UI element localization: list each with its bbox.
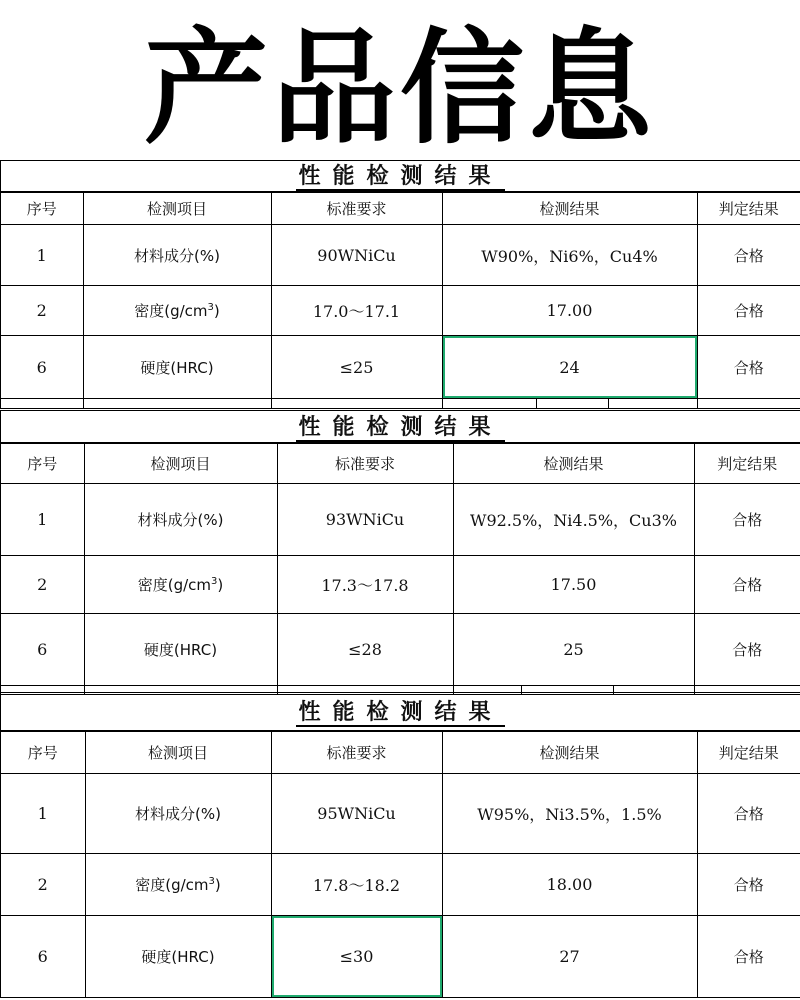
row-result: 25 xyxy=(453,614,694,686)
row-result: 17.50 xyxy=(453,556,694,614)
results-table-3 xyxy=(1,731,800,998)
test-results-panel-3 xyxy=(0,692,800,998)
row-verdict: 合格 xyxy=(697,774,800,854)
header-result: 检测结果 xyxy=(442,732,697,774)
header-result: 检测结果 xyxy=(453,444,694,484)
row-standard-highlighted: ≤30 xyxy=(271,916,442,998)
header-item: 检测项目 xyxy=(85,732,271,774)
header-no: 序号 xyxy=(1,732,85,774)
row-no: 1 xyxy=(1,225,83,286)
table-row xyxy=(1,336,800,399)
row-item-end: ) xyxy=(213,302,220,320)
row-item-text: 密度(g/cm xyxy=(134,302,208,320)
row-item: 硬度(HRC) xyxy=(84,614,277,686)
test-results-panel-1 xyxy=(0,160,800,409)
header-item: 检测项目 xyxy=(83,193,271,225)
row-no: 2 xyxy=(1,556,84,614)
row-result: 17.00 xyxy=(442,286,697,336)
row-item: 材料成分(%) xyxy=(85,774,271,854)
page-title: 产品信息 xyxy=(143,17,656,161)
header-verdict: 判定结果 xyxy=(697,193,800,225)
row-item-end: ) xyxy=(214,876,221,894)
table-row xyxy=(1,614,800,686)
header-standard: 标准要求 xyxy=(271,732,442,774)
panel-title xyxy=(1,692,800,731)
row-item: 硬度(HRC) xyxy=(83,336,271,399)
panel-title-text: 性能检测结果 xyxy=(298,415,503,440)
row-result: W90%，Ni6%，Cu4% xyxy=(442,225,697,286)
table-row xyxy=(1,225,800,286)
row-verdict: 合格 xyxy=(694,614,800,686)
header-standard: 标准要求 xyxy=(277,444,453,484)
panel-title xyxy=(1,410,800,443)
row-result: 18.00 xyxy=(442,854,697,916)
row-no: 6 xyxy=(1,614,84,686)
row-standard: ≤25 xyxy=(271,336,442,399)
table-row xyxy=(1,774,800,854)
row-standard: 93WNiCu xyxy=(277,484,453,556)
table-tail xyxy=(1,399,800,409)
row-no: 2 xyxy=(1,286,83,336)
table-row xyxy=(1,854,800,916)
row-verdict: 合格 xyxy=(694,484,800,556)
results-table-1 xyxy=(1,192,800,399)
row-item xyxy=(84,556,277,614)
results-table-2 xyxy=(1,443,800,686)
header-verdict: 判定结果 xyxy=(697,732,800,774)
test-results-panel-2 xyxy=(0,410,800,695)
row-item xyxy=(83,286,271,336)
row-verdict: 合格 xyxy=(697,225,800,286)
table-row xyxy=(1,286,800,336)
row-standard: 95WNiCu xyxy=(271,774,442,854)
row-item: 材料成分(%) xyxy=(83,225,271,286)
row-verdict: 合格 xyxy=(697,286,800,336)
row-verdict: 合格 xyxy=(694,556,800,614)
superscript: 3 xyxy=(211,576,218,587)
table-row xyxy=(1,484,800,556)
row-verdict: 合格 xyxy=(697,336,800,399)
header-row xyxy=(1,193,800,225)
row-result: 27 xyxy=(442,916,697,998)
row-standard: 17.3～17.8 xyxy=(277,556,453,614)
row-verdict: 合格 xyxy=(697,916,800,998)
header-row xyxy=(1,732,800,774)
panel-title xyxy=(1,160,800,192)
row-standard: 17.0～17.1 xyxy=(271,286,442,336)
superscript: 3 xyxy=(208,876,215,887)
row-standard: 17.8～18.2 xyxy=(271,854,442,916)
row-standard: 90WNiCu xyxy=(271,225,442,286)
row-no: 6 xyxy=(1,336,83,399)
row-no: 1 xyxy=(1,774,85,854)
row-result: W95%，Ni3.5%，1.5% xyxy=(442,774,697,854)
panel-title-text: 性能检测结果 xyxy=(298,700,503,725)
row-item-end: ) xyxy=(217,576,224,594)
row-standard: ≤28 xyxy=(277,614,453,686)
header-standard: 标准要求 xyxy=(271,193,442,225)
superscript: 3 xyxy=(207,302,214,313)
header-no: 序号 xyxy=(1,444,84,484)
row-no: 1 xyxy=(1,484,84,556)
row-item xyxy=(85,854,271,916)
header-item: 检测项目 xyxy=(84,444,277,484)
row-item-text: 密度(g/cm xyxy=(137,576,212,594)
row-item: 材料成分(%) xyxy=(84,484,277,556)
panel-title-text: 性能检测结果 xyxy=(298,164,503,189)
header-row xyxy=(1,444,800,484)
table-row xyxy=(1,556,800,614)
row-verdict: 合格 xyxy=(697,854,800,916)
header-no: 序号 xyxy=(1,193,83,225)
row-result-highlighted: 24 xyxy=(442,336,697,399)
row-item: 硬度(HRC) xyxy=(85,916,271,998)
row-no: 2 xyxy=(1,854,85,916)
row-no: 6 xyxy=(1,916,85,998)
row-result: W92.5%，Ni4.5%，Cu3% xyxy=(453,484,694,556)
row-item-text: 密度(g/cm xyxy=(135,876,209,894)
header-verdict: 判定结果 xyxy=(694,444,800,484)
header-result: 检测结果 xyxy=(442,193,697,225)
table-row xyxy=(1,916,800,998)
